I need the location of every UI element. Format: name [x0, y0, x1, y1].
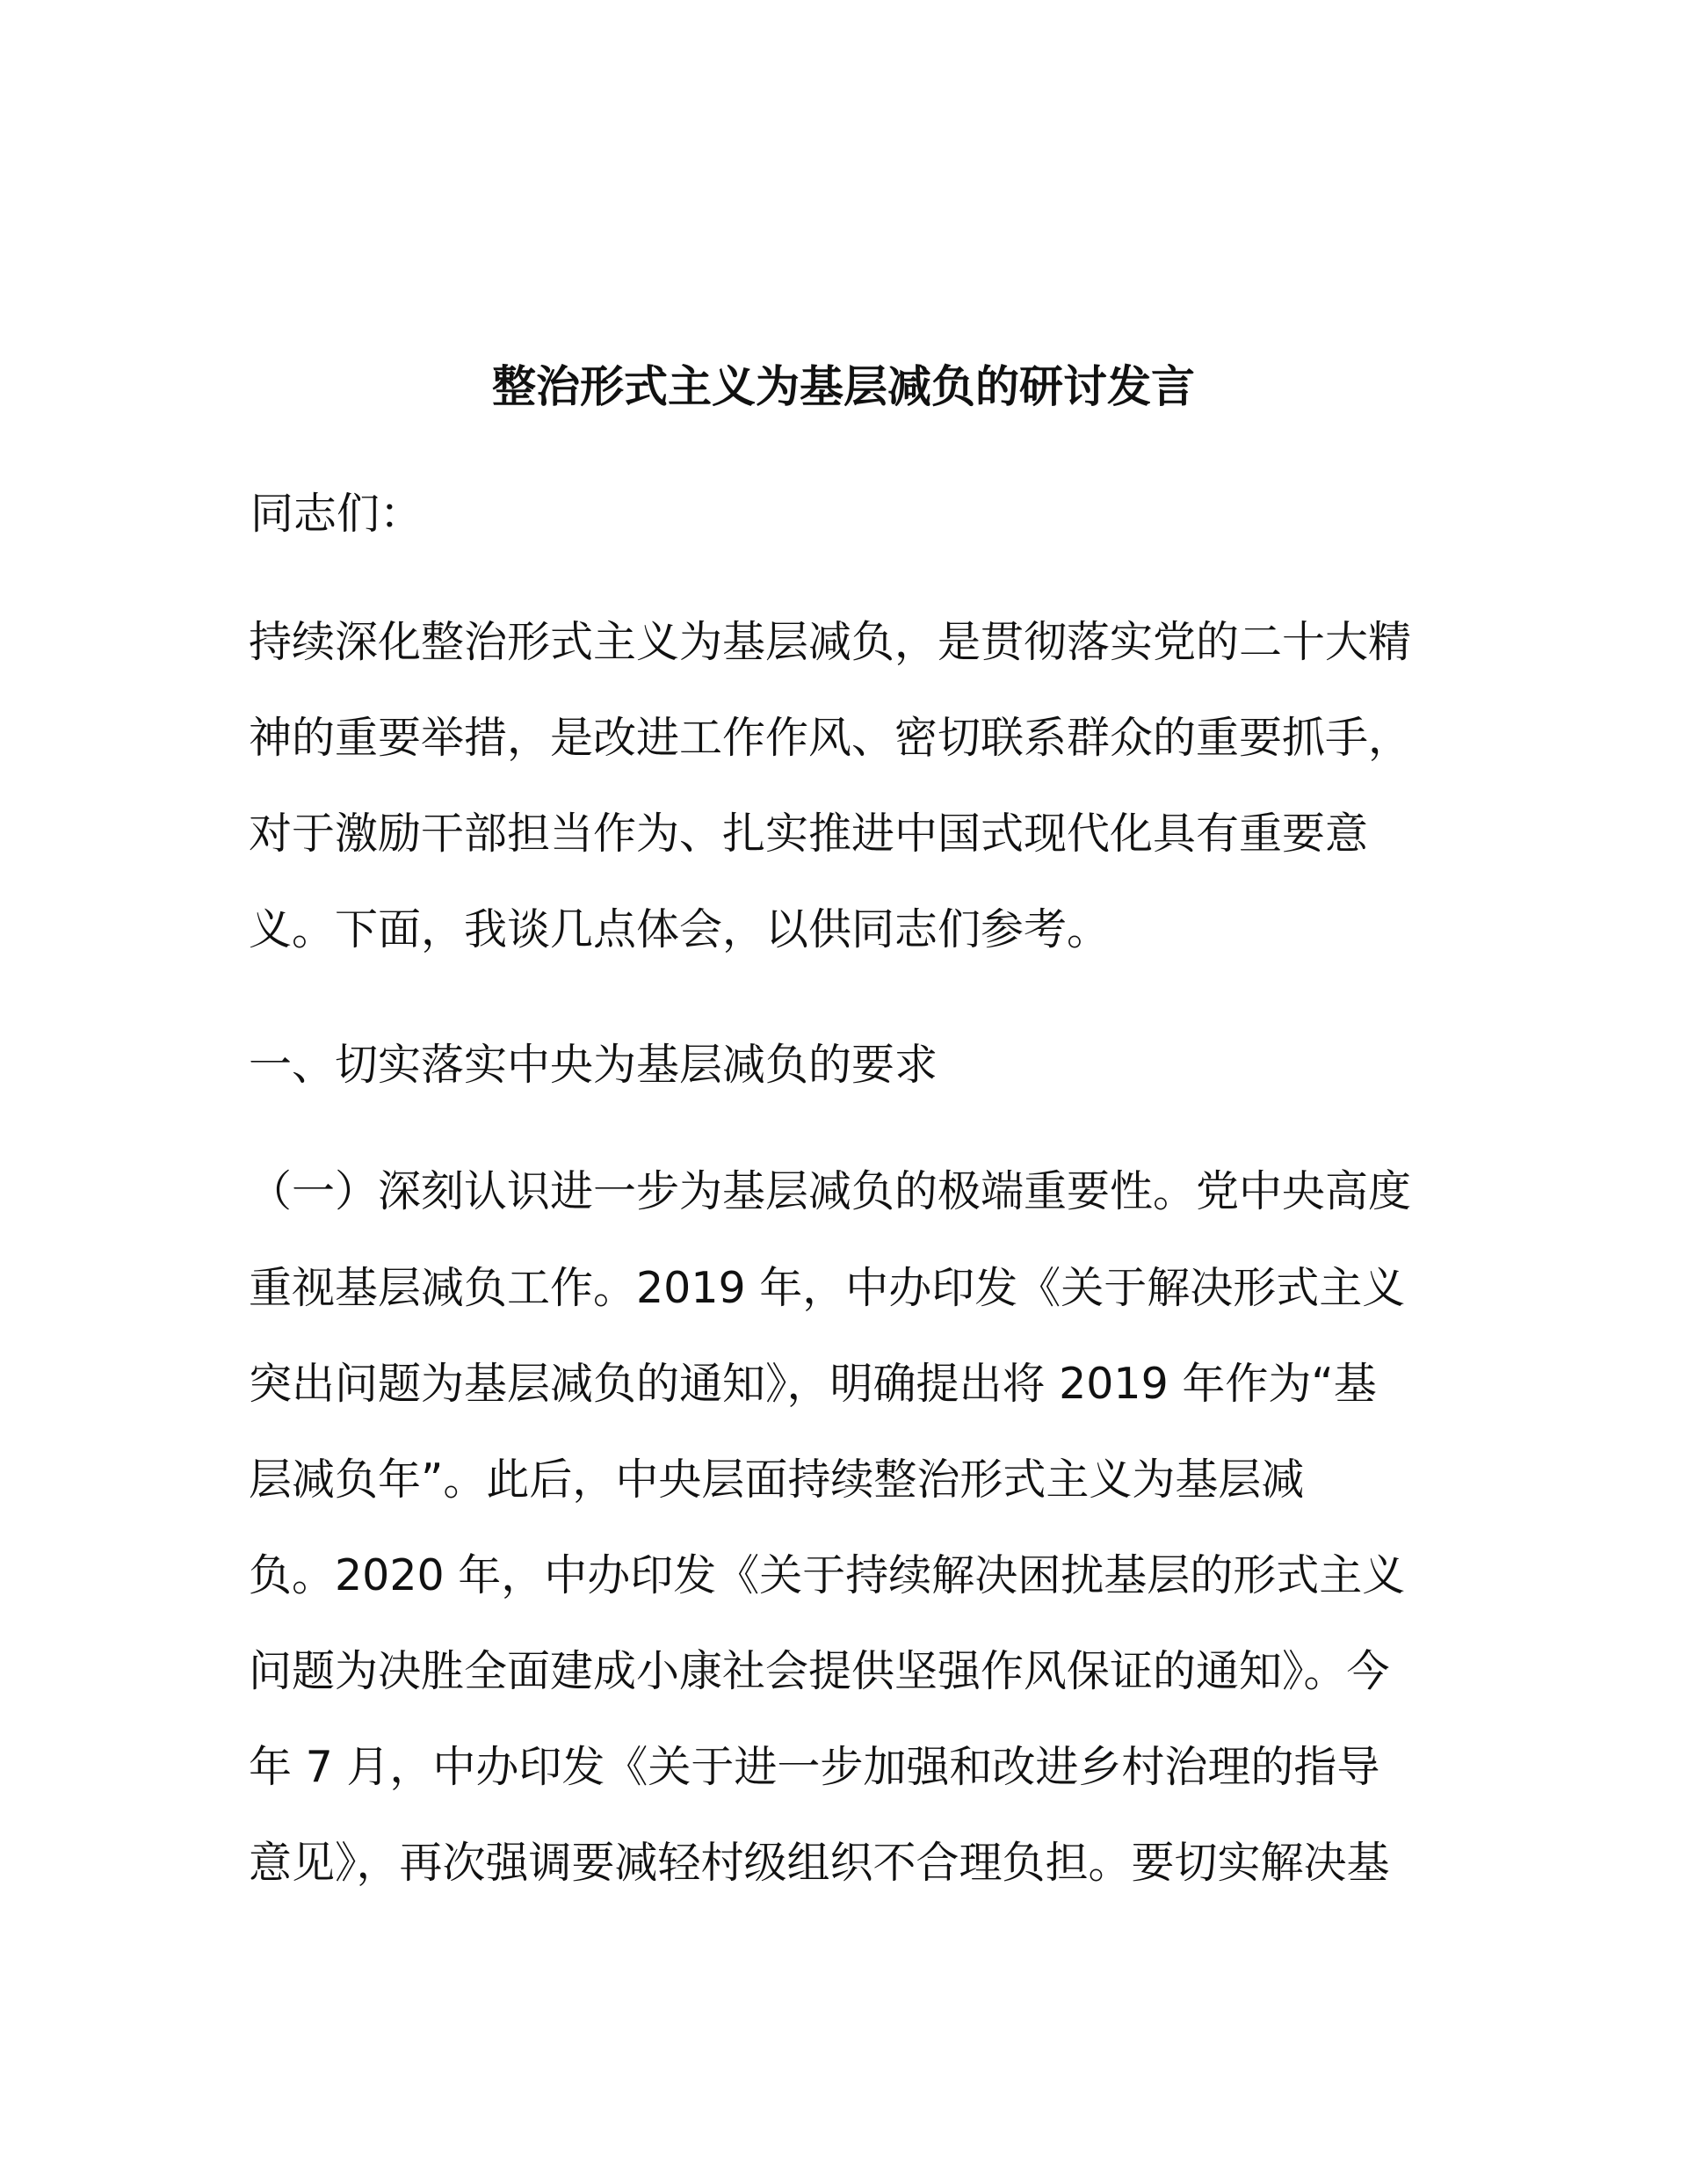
section-heading: 一、切实落实中央为基层减负的要求: [249, 1040, 938, 1090]
paragraph-line: 义。下面，我谈几点体会，以供同志们参考。: [249, 904, 1111, 954]
salutation: 同志们：: [250, 489, 424, 539]
paragraph-line: 负。2020 年，中办印发《关于持续解决困扰基层的形式主义: [249, 1550, 1406, 1600]
paragraph-line: 意见》，再次强调要减轻村级组织不合理负担。要切实解决基: [249, 1838, 1390, 1888]
paragraph-line: 年 7 月，中办印发《关于进一步加强和改进乡村治理的指导: [249, 1742, 1380, 1792]
paragraph-line: 对于激励干部担当作为、扎实推进中国式现代化具有重要意: [249, 809, 1369, 859]
paragraph-line: （一）深刻认识进一步为基层减负的极端重要性。党中央高度: [249, 1166, 1412, 1216]
paragraph-line: 神的重要举措，是改进工作作风、密切联系群众的重要抓手，: [249, 713, 1412, 763]
paragraph-line: 问题为决胜全面建成小康社会提供坚强作风保证的通知》。今: [249, 1646, 1390, 1696]
document-title: 整治形式主义为基层减负的研讨发言: [492, 361, 1195, 412]
paragraph-line: 层减负年”。此后，中央层面持续整治形式主义为基层减: [249, 1455, 1305, 1505]
paragraph-line: 突出问题为基层减负的通知》，明确提出将 2019 年作为“基: [249, 1359, 1377, 1409]
paragraph-line: 重视基层减负工作。2019 年，中办印发《关于解决形式主义: [249, 1263, 1406, 1313]
paragraph-line: 持续深化整治形式主义为基层减负，是贯彻落实党的二十大精: [249, 617, 1412, 667]
